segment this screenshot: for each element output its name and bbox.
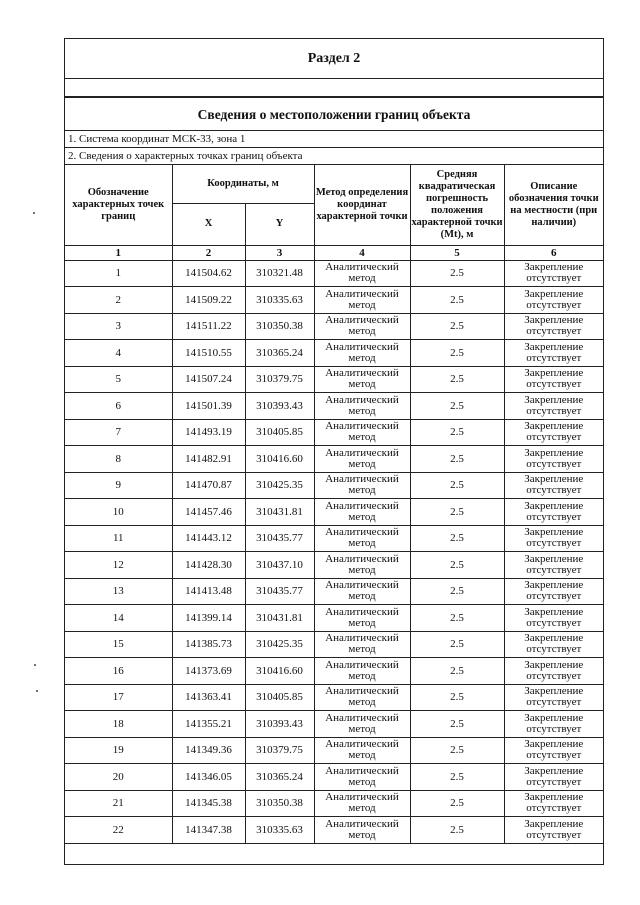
method-cell: Аналитический метод bbox=[314, 340, 410, 367]
y-coordinate-cell: 310379.75 bbox=[245, 737, 314, 764]
description-cell: Закрепление отсутствует bbox=[504, 366, 603, 393]
y-coordinate-cell: 310321.48 bbox=[245, 260, 314, 287]
y-coordinate-cell: 310335.63 bbox=[245, 287, 314, 314]
table-row bbox=[65, 605, 603, 632]
table-row bbox=[65, 313, 603, 340]
y-coordinate-cell: 310437.10 bbox=[245, 552, 314, 579]
accuracy-cell: 2.5 bbox=[410, 287, 504, 314]
point-id-cell: 6 bbox=[65, 393, 172, 420]
accuracy-cell: 2.5 bbox=[410, 446, 504, 473]
accuracy-cell: 2.5 bbox=[410, 393, 504, 420]
table-row bbox=[65, 446, 603, 473]
method-cell: Аналитический метод bbox=[314, 472, 410, 499]
y-coordinate-cell: 310425.35 bbox=[245, 631, 314, 658]
description-cell: Закрепление отсутствует bbox=[504, 287, 603, 314]
accuracy-cell: 2.5 bbox=[410, 737, 504, 764]
point-id-cell: 9 bbox=[65, 472, 172, 499]
description-cell: Закрепление отсутствует bbox=[504, 631, 603, 658]
column-number: 5 bbox=[410, 245, 504, 260]
method-cell: Аналитический метод bbox=[314, 684, 410, 711]
point-id-cell: 4 bbox=[65, 340, 172, 367]
accuracy-cell: 2.5 bbox=[410, 658, 504, 685]
header-method: Метод определения координат характерной точки bbox=[314, 165, 410, 245]
y-coordinate-cell: 310350.38 bbox=[245, 313, 314, 340]
description-cell: Закрепление отсутствует bbox=[504, 340, 603, 367]
description-cell: Закрепление отсутствует bbox=[504, 499, 603, 526]
description-cell: Закрепление отсутствует bbox=[504, 737, 603, 764]
table-row bbox=[65, 631, 603, 658]
table-row bbox=[65, 499, 603, 526]
table-row bbox=[65, 711, 603, 738]
header-y: Y bbox=[245, 203, 314, 245]
method-cell: Аналитический метод bbox=[314, 419, 410, 446]
x-coordinate-cell: 141373.69 bbox=[172, 658, 245, 685]
header-accuracy: Средняя квадратическая погрешность положения характерной точки (Mt), м bbox=[410, 165, 504, 245]
table-row bbox=[65, 737, 603, 764]
y-coordinate-cell: 310425.35 bbox=[245, 472, 314, 499]
description-cell: Закрепление отсутствует bbox=[504, 472, 603, 499]
point-id-cell: 14 bbox=[65, 605, 172, 632]
point-id-cell: 18 bbox=[65, 711, 172, 738]
description-cell: Закрепление отсутствует bbox=[504, 260, 603, 287]
x-coordinate-cell: 141385.73 bbox=[172, 631, 245, 658]
header-x: X bbox=[172, 203, 245, 245]
x-coordinate-cell: 141511.22 bbox=[172, 313, 245, 340]
accuracy-cell: 2.5 bbox=[410, 419, 504, 446]
description-cell: Закрепление отсутствует bbox=[504, 313, 603, 340]
points-caption: 2. Сведения о характерных точках границ объекта bbox=[65, 148, 603, 165]
table-row bbox=[65, 817, 603, 844]
y-coordinate-cell: 310405.85 bbox=[245, 419, 314, 446]
column-numbers-row bbox=[65, 245, 603, 260]
method-cell: Аналитический метод bbox=[314, 499, 410, 526]
x-coordinate-cell: 141428.30 bbox=[172, 552, 245, 579]
x-coordinate-cell: 141509.22 bbox=[172, 287, 245, 314]
column-number: 1 bbox=[65, 245, 172, 260]
x-coordinate-cell: 141507.24 bbox=[172, 366, 245, 393]
section-title: Раздел 2 bbox=[65, 39, 603, 79]
x-coordinate-cell: 141363.41 bbox=[172, 684, 245, 711]
x-coordinate-cell: 141345.38 bbox=[172, 790, 245, 817]
point-id-cell: 16 bbox=[65, 658, 172, 685]
point-id-cell: 11 bbox=[65, 525, 172, 552]
point-id-cell: 19 bbox=[65, 737, 172, 764]
accuracy-cell: 2.5 bbox=[410, 260, 504, 287]
point-id-cell: 7 bbox=[65, 419, 172, 446]
table-row bbox=[65, 578, 603, 605]
x-coordinate-cell: 141470.87 bbox=[172, 472, 245, 499]
point-id-cell: 20 bbox=[65, 764, 172, 791]
accuracy-cell: 2.5 bbox=[410, 578, 504, 605]
table-row bbox=[65, 472, 603, 499]
accuracy-cell: 2.5 bbox=[410, 472, 504, 499]
description-cell: Закрепление отсутствует bbox=[504, 525, 603, 552]
point-id-cell: 8 bbox=[65, 446, 172, 473]
method-cell: Аналитический метод bbox=[314, 790, 410, 817]
table-row bbox=[65, 287, 603, 314]
method-cell: Аналитический метод bbox=[314, 287, 410, 314]
y-coordinate-cell: 310431.81 bbox=[245, 605, 314, 632]
spacer bbox=[65, 79, 603, 97]
header-coordinates: Координаты, м bbox=[172, 165, 314, 203]
description-cell: Закрепление отсутствует bbox=[504, 393, 603, 420]
y-coordinate-cell: 310435.77 bbox=[245, 578, 314, 605]
y-coordinate-cell: 310405.85 bbox=[245, 684, 314, 711]
header-description: Описание обозначения точки на местности (при наличии) bbox=[504, 165, 603, 245]
method-cell: Аналитический метод bbox=[314, 393, 410, 420]
accuracy-cell: 2.5 bbox=[410, 499, 504, 526]
table-row bbox=[65, 393, 603, 420]
table-row bbox=[65, 790, 603, 817]
description-cell: Закрепление отсутствует bbox=[504, 578, 603, 605]
description-cell: Закрепление отсутствует bbox=[504, 684, 603, 711]
document-heading: Сведения о местоположении границ объекта bbox=[65, 97, 603, 131]
x-coordinate-cell: 141457.46 bbox=[172, 499, 245, 526]
y-coordinate-cell: 310393.43 bbox=[245, 393, 314, 420]
table-row bbox=[65, 260, 603, 287]
y-coordinate-cell: 310335.63 bbox=[245, 817, 314, 844]
x-coordinate-cell: 141346.05 bbox=[172, 764, 245, 791]
column-number: 2 bbox=[172, 245, 245, 260]
x-coordinate-cell: 141510.55 bbox=[172, 340, 245, 367]
point-id-cell: 22 bbox=[65, 817, 172, 844]
scan-speck bbox=[36, 690, 38, 692]
description-cell: Закрепление отсутствует bbox=[504, 658, 603, 685]
table-row bbox=[65, 366, 603, 393]
description-cell: Закрепление отсутствует bbox=[504, 419, 603, 446]
method-cell: Аналитический метод bbox=[314, 711, 410, 738]
method-cell: Аналитический метод bbox=[314, 631, 410, 658]
column-number: 3 bbox=[245, 245, 314, 260]
method-cell: Аналитический метод bbox=[314, 737, 410, 764]
y-coordinate-cell: 310365.24 bbox=[245, 340, 314, 367]
table-row bbox=[65, 552, 603, 579]
y-coordinate-cell: 310393.43 bbox=[245, 711, 314, 738]
y-coordinate-cell: 310365.24 bbox=[245, 764, 314, 791]
method-cell: Аналитический метод bbox=[314, 366, 410, 393]
boundary-points-table bbox=[65, 165, 603, 844]
method-cell: Аналитический метод bbox=[314, 552, 410, 579]
accuracy-cell: 2.5 bbox=[410, 764, 504, 791]
point-id-cell: 21 bbox=[65, 790, 172, 817]
description-cell: Закрепление отсутствует bbox=[504, 817, 603, 844]
method-cell: Аналитический метод bbox=[314, 446, 410, 473]
point-id-cell: 17 bbox=[65, 684, 172, 711]
point-id-cell: 2 bbox=[65, 287, 172, 314]
table-row bbox=[65, 340, 603, 367]
x-coordinate-cell: 141493.19 bbox=[172, 419, 245, 446]
table-row bbox=[65, 419, 603, 446]
y-coordinate-cell: 310416.60 bbox=[245, 446, 314, 473]
method-cell: Аналитический метод bbox=[314, 817, 410, 844]
document-frame bbox=[64, 38, 604, 865]
description-cell: Закрепление отсутствует bbox=[504, 764, 603, 791]
method-cell: Аналитический метод bbox=[314, 525, 410, 552]
description-cell: Закрепление отсутствует bbox=[504, 790, 603, 817]
method-cell: Аналитический метод bbox=[314, 658, 410, 685]
y-coordinate-cell: 310435.77 bbox=[245, 525, 314, 552]
x-coordinate-cell: 141347.38 bbox=[172, 817, 245, 844]
accuracy-cell: 2.5 bbox=[410, 711, 504, 738]
y-coordinate-cell: 310379.75 bbox=[245, 366, 314, 393]
column-number: 4 bbox=[314, 245, 410, 260]
accuracy-cell: 2.5 bbox=[410, 790, 504, 817]
accuracy-cell: 2.5 bbox=[410, 313, 504, 340]
point-id-cell: 10 bbox=[65, 499, 172, 526]
coordinate-system-line: 1. Система координат МСК-33, зона 1 bbox=[65, 131, 603, 148]
point-id-cell: 5 bbox=[65, 366, 172, 393]
y-coordinate-cell: 310416.60 bbox=[245, 658, 314, 685]
accuracy-cell: 2.5 bbox=[410, 605, 504, 632]
method-cell: Аналитический метод bbox=[314, 313, 410, 340]
table-row bbox=[65, 658, 603, 685]
x-coordinate-cell: 141349.36 bbox=[172, 737, 245, 764]
method-cell: Аналитический метод bbox=[314, 605, 410, 632]
x-coordinate-cell: 141443.12 bbox=[172, 525, 245, 552]
table-row bbox=[65, 525, 603, 552]
method-cell: Аналитический метод bbox=[314, 578, 410, 605]
accuracy-cell: 2.5 bbox=[410, 817, 504, 844]
accuracy-cell: 2.5 bbox=[410, 366, 504, 393]
description-cell: Закрепление отсутствует bbox=[504, 605, 603, 632]
x-coordinate-cell: 141413.48 bbox=[172, 578, 245, 605]
method-cell: Аналитический метод bbox=[314, 764, 410, 791]
column-number: 6 bbox=[504, 245, 603, 260]
x-coordinate-cell: 141504.62 bbox=[172, 260, 245, 287]
x-coordinate-cell: 141399.14 bbox=[172, 605, 245, 632]
point-id-cell: 1 bbox=[65, 260, 172, 287]
point-id-cell: 12 bbox=[65, 552, 172, 579]
accuracy-cell: 2.5 bbox=[410, 684, 504, 711]
description-cell: Закрепление отсутствует bbox=[504, 711, 603, 738]
point-id-cell: 15 bbox=[65, 631, 172, 658]
scan-speck bbox=[34, 664, 36, 666]
point-id-cell: 3 bbox=[65, 313, 172, 340]
description-cell: Закрепление отсутствует bbox=[504, 446, 603, 473]
description-cell: Закрепление отсутствует bbox=[504, 552, 603, 579]
scan-speck bbox=[33, 212, 35, 214]
x-coordinate-cell: 141355.21 bbox=[172, 711, 245, 738]
x-coordinate-cell: 141482.91 bbox=[172, 446, 245, 473]
accuracy-cell: 2.5 bbox=[410, 631, 504, 658]
y-coordinate-cell: 310350.38 bbox=[245, 790, 314, 817]
accuracy-cell: 2.5 bbox=[410, 525, 504, 552]
accuracy-cell: 2.5 bbox=[410, 552, 504, 579]
header-point-designation: Обозначение характерных точек границ bbox=[65, 165, 172, 245]
table-row bbox=[65, 684, 603, 711]
method-cell: Аналитический метод bbox=[314, 260, 410, 287]
x-coordinate-cell: 141501.39 bbox=[172, 393, 245, 420]
table-body bbox=[65, 260, 603, 843]
table-end-spacer bbox=[65, 844, 603, 865]
table-row bbox=[65, 764, 603, 791]
accuracy-cell: 2.5 bbox=[410, 340, 504, 367]
y-coordinate-cell: 310431.81 bbox=[245, 499, 314, 526]
point-id-cell: 13 bbox=[65, 578, 172, 605]
